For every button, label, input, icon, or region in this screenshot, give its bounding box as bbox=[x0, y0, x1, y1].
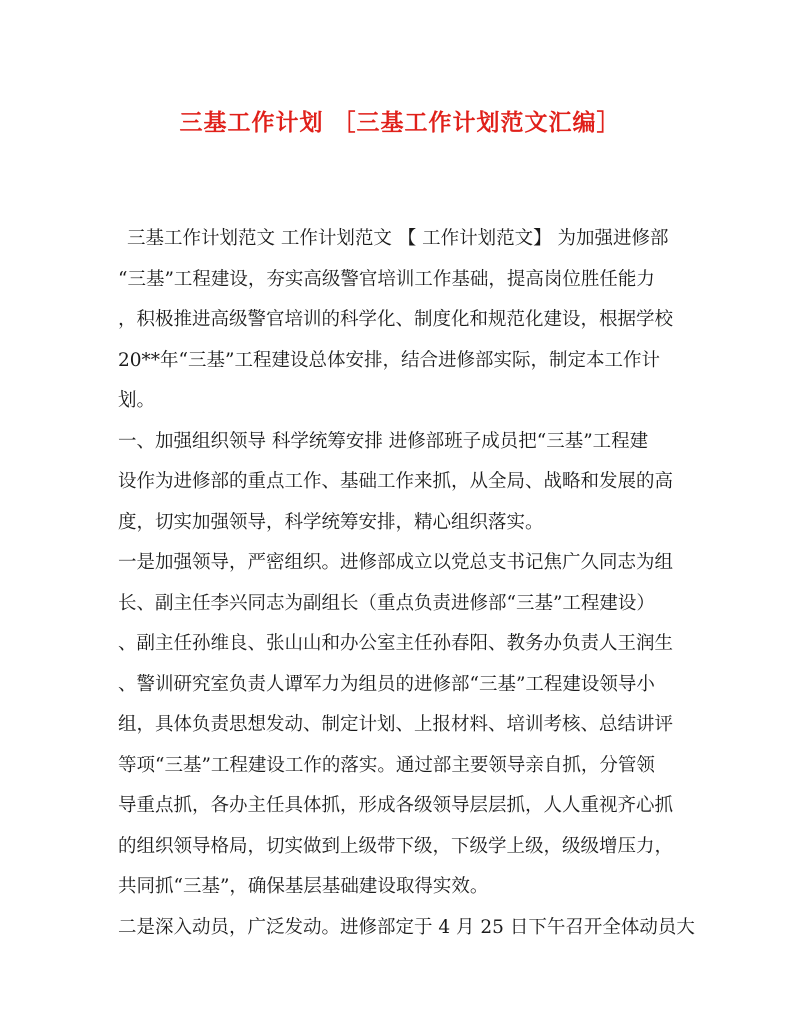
paragraph-line: 组，具体负责思想发动、制定计划、上报材料、培训考核、总结讲评 bbox=[118, 714, 674, 735]
paragraph-line: 、副主任孙维良、张山山和办公室主任孙春阳、教务办负责人王润生 bbox=[118, 633, 674, 654]
paragraph-line: 二是深入动员，广泛发动。进修部定于 4 月 25 日下午召开全体动员大 bbox=[118, 916, 695, 938]
paragraph-line: 20**年“三基”工程建设总体安排，结合进修部实际，制定本工作计 bbox=[118, 349, 660, 371]
paragraph-line: 划。 bbox=[118, 390, 156, 411]
paragraph-line: 、警训研究室负责人谭军力为组员的进修部“三基”工程建设领导小 bbox=[118, 673, 655, 695]
paragraph-line: 度，切实加强领导，科学统筹安排，精心组织落实。 bbox=[118, 511, 544, 533]
paragraph-line: 设作为进修部的重点工作、基础工作来抓，从全局、战略和发展的高 bbox=[118, 471, 674, 492]
paragraph-line: 的组织领导格局，切实做到上级带下级，下级学上级，级级增压力， bbox=[118, 835, 674, 857]
paragraph-line: 三基工作计划范文 工作计划范文 【 工作计划范文】 为加强进修部 bbox=[127, 228, 669, 249]
document-title: 三基工作计划 ［三基工作计划范文汇编］ bbox=[179, 109, 621, 136]
paragraph-line: 等项“三基”工程建设工作的落实。通过部主要领导亲自抓，分管领 bbox=[118, 754, 655, 776]
paragraph-line: 共同抓“三基”，确保基层基础建设取得实效。 bbox=[118, 876, 489, 897]
section-heading-line: 一、加强组织领导 科学统筹安排 进修部班子成员把“三基”工程建 bbox=[118, 430, 649, 452]
paragraph-line: 导重点抓，各办主任具体抓，形成各级领导层层抓，人人重视齐心抓 bbox=[118, 795, 674, 816]
paragraph-line: ，积极推进高级警官培训的科学化、制度化和规范化建设，根据学校 bbox=[118, 309, 674, 330]
paragraph-line: 长、副主任李兴同志为副组长（重点负责进修部“三基”工程建设） bbox=[118, 592, 655, 614]
document-body bbox=[118, 219, 695, 948]
paragraph-line: “三基”工程建设，夯实高级警官培训工作基础，提高岗位胜任能力 bbox=[118, 268, 655, 290]
paragraph-line: 一是加强领导，严密组织。进修部成立以党总支书记焦广久同志为组 bbox=[118, 552, 674, 573]
